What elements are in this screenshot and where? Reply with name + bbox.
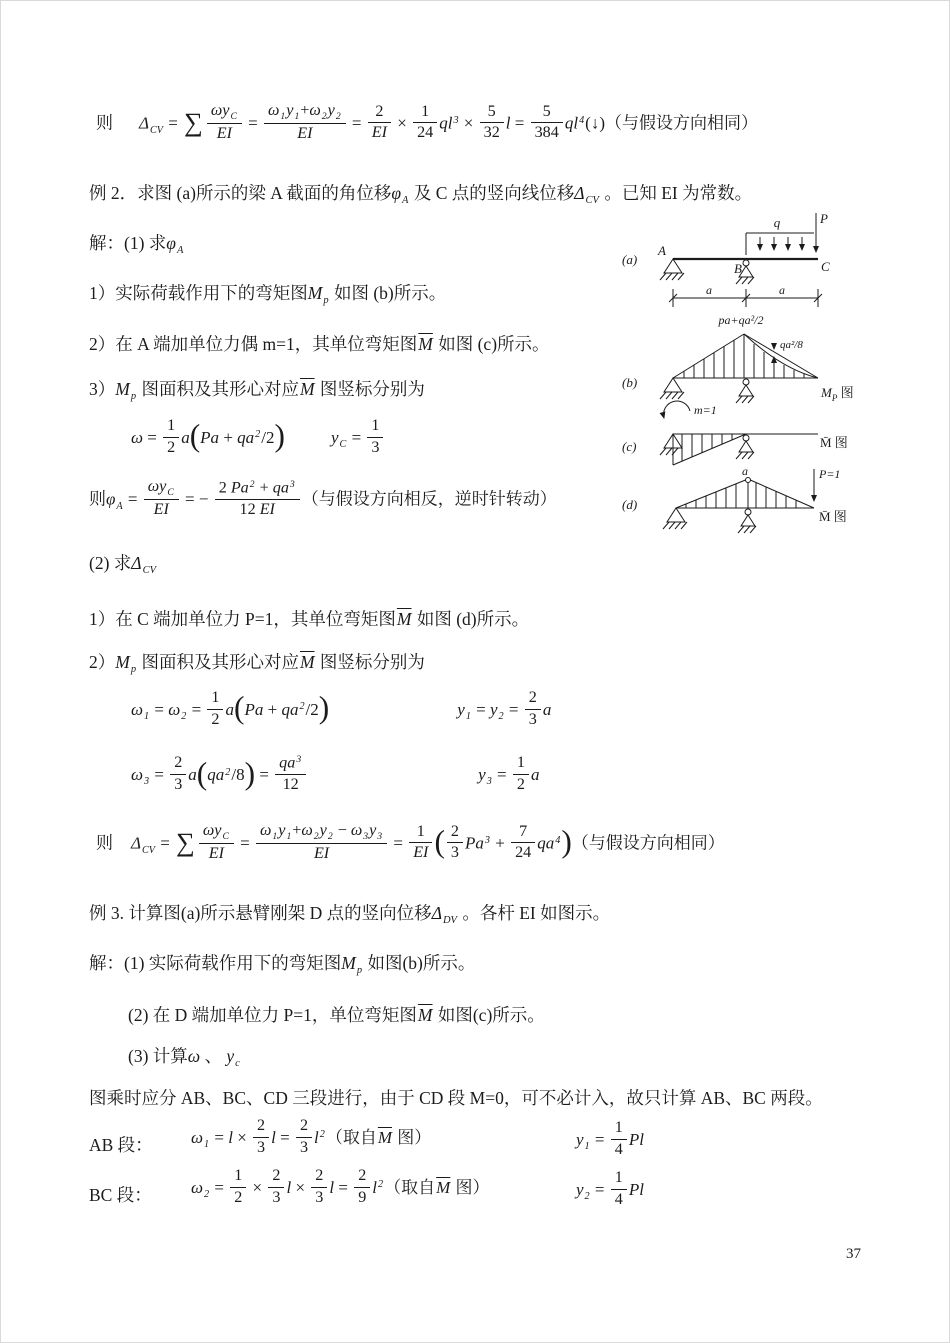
- text-step3-area-centroid: $3)M_p$ 图面积及其形心对应$\overline{M}$ 图竖标分别为: [89, 379, 425, 403]
- figure-c-tag: (c): [622, 439, 637, 454]
- formula-omega1-ab: $\omega_1 = l$ × $\frac{2}{3}$ l = $\frac{2}{3}$ $l^2$（取自$\overline{M}$ 图）: [191, 1117, 432, 1156]
- figure-b-tag: (b): [622, 375, 638, 390]
- span2-label: a: [779, 283, 785, 297]
- text-step2-area-centroid: $2)M_p$ 图面积及其形心对应$\overline{M}$ 图竖标分别为: [89, 652, 425, 676]
- pin-support-icon: [660, 259, 684, 280]
- roller-support-icon: [736, 379, 754, 403]
- node-b-label: B: [734, 261, 742, 276]
- text-step1-unit-force-c: 1）在 C 端加单位力 P=1，其单位弯矩图$\overline{M}$ 如图 (d)所示。: [89, 609, 530, 629]
- formula-omega2-bc: $\omega_2$ = $\frac{1}{2}$ × $\frac{2}{3}$ l × $\frac{2}{3}$ l = $\frac{2}{9}$ $l^2$（取自$\overline{M}$ 图）: [191, 1167, 490, 1206]
- formula-phi-a-result: 则$\varphi_A$ = $\omega y_C$ EI = − $\frac{2 Pa^2 + qa^3}{12 EI}$ （与假设方向相反，逆时针转动）: [89, 478, 557, 519]
- formula-y2-bc: $y_2$ = $\frac{1}{4}$ Pl: [576, 1169, 644, 1208]
- force-p-label: P: [820, 211, 828, 226]
- roller-support-icon: [738, 509, 756, 533]
- text-example3-title: 例 3. 计算图(a)所示悬臂刚架 D 点的竖向位移$\Delta_{DV}$ 。各杆 EI 如图示。: [89, 903, 611, 927]
- roller-support-icon: [736, 435, 754, 459]
- figure-c-mbar-diagram: [622, 401, 848, 465]
- formula-omega12-y12: $\omega_1 = \omega_2$ = $\frac{1}{2}$ $a(Pa + qa^2/2)$ $y_1 = y_2$ = $\frac{2}{3}$ a: [131, 689, 552, 728]
- page-number: 37: [846, 1246, 861, 1262]
- text-solve-phi-a: 解：(1) 求$\varphi_A$: [89, 233, 184, 257]
- text-step2-unit-couple: 2）在 A 端加单位力偶 m=1，其单位弯矩图$\overline{M}$ 如图 (c)所示。: [89, 334, 550, 354]
- mbar-diagram-label: M̄ 图: [820, 435, 848, 450]
- figure-d-mbar-diagram: [622, 464, 847, 533]
- load-q-label: q: [773, 215, 781, 230]
- pin-support-icon: [660, 434, 682, 455]
- label-segment-ab: AB 段：: [89, 1135, 153, 1155]
- formula-delta-cv-result: 则 $\Delta_{CV}$ = ∑ $\omega y_C$ EI = $\frac{\omega_1y_1+\omega_2y_2 - \omega_3y_3}{EI}$ = $\frac{1}{EI}$ ( $\frac{2}{3}$ $Pa^3$ + $\frac{7}{24}$ $qa^4$)（与假设方向相同）: [96, 822, 725, 863]
- text-ex3-step2: (2) 在 D 端加单位力 P=1，单位弯矩图$\overline{M}$ 如图(c)所示。: [128, 1005, 545, 1025]
- figure-a-beam-diagram: [622, 211, 830, 307]
- formula-delta-cv-example1: 则 $\Delta_{CV}$ = ∑ $\omega y_C$ EI = $\frac{\omega_1y_1+\omega_2y_2}{EI}$ = $\frac{2}{EI}$ × $\frac{1}{24}$ $ql^3$ × $\frac{5}{32}$ l = $\frac{5}{384}$ $ql^4(↓)$（与假设方向相同）: [96, 102, 758, 143]
- label-segment-bc: BC 段：: [89, 1185, 152, 1205]
- node-c-label: C: [821, 259, 830, 274]
- formula-omega-yc: ω = $\frac{1}{2}$ $a(Pa + qa^2/2)$ $y_C$ = $\frac{1}{3}$: [131, 419, 385, 459]
- pin-support-icon: [660, 378, 684, 399]
- apex-value-label: a: [742, 464, 748, 478]
- mp-diagram-label: $M_P$ 图: [821, 385, 854, 403]
- force-p1-label: P=1: [819, 467, 841, 481]
- figure-b-mp-diagram: [622, 313, 854, 403]
- node-a-label: A: [658, 243, 666, 258]
- text-solve-delta-cv: (2) 求$\Delta_{CV}$: [89, 553, 156, 577]
- sag-value-label: qa²/8: [780, 339, 803, 351]
- figures-column: [614, 197, 946, 557]
- mbar-diagram-label: M̄ 图: [819, 509, 847, 524]
- pin-support-icon: [663, 508, 687, 529]
- text-step1-mp-diagram: 1）实际荷载作用下的弯矩图$M_p$ 如图 (b)所示。: [89, 283, 447, 307]
- peak-value-label: pa+qa²/2: [718, 313, 764, 327]
- moment-m1-label: m=1: [694, 403, 717, 417]
- text-ex3-step1: 解：(1) 实际荷载作用下的弯矩图$M_p$ 如图(b)所示。: [89, 953, 476, 977]
- text-segments-note: 图乘时应分 AB、BC、CD 三段进行，由于 CD 段 M=0，可不必计入，故只计算 AB、BC 两段。: [89, 1088, 823, 1108]
- formula-omega3-y3: $\omega_3$ = $\frac{2}{3}$ $a(qa^2/8)$ = $\frac{qa^3}{12}$ $y_3$ = $\frac{1}{2}$ a: [131, 754, 540, 793]
- formula-y1-ab: $y_1$ = $\frac{1}{4}$ Pl: [576, 1119, 644, 1158]
- text-example2-title: 例 2．求图 (a)所示的梁 A 截面的角位移$\varphi_A$ 及 C 点的竖向线位移$\Delta_{CV}$ 。已知 EI 为常数。: [89, 183, 753, 207]
- beam-figures-svg: [614, 197, 946, 552]
- figure-d-tag: (d): [622, 497, 638, 512]
- figure-a-tag: (a): [622, 252, 638, 267]
- text-ex3-step3: (3) 计算ω 、 $y_c$: [128, 1046, 240, 1070]
- span1-label: a: [706, 283, 712, 297]
